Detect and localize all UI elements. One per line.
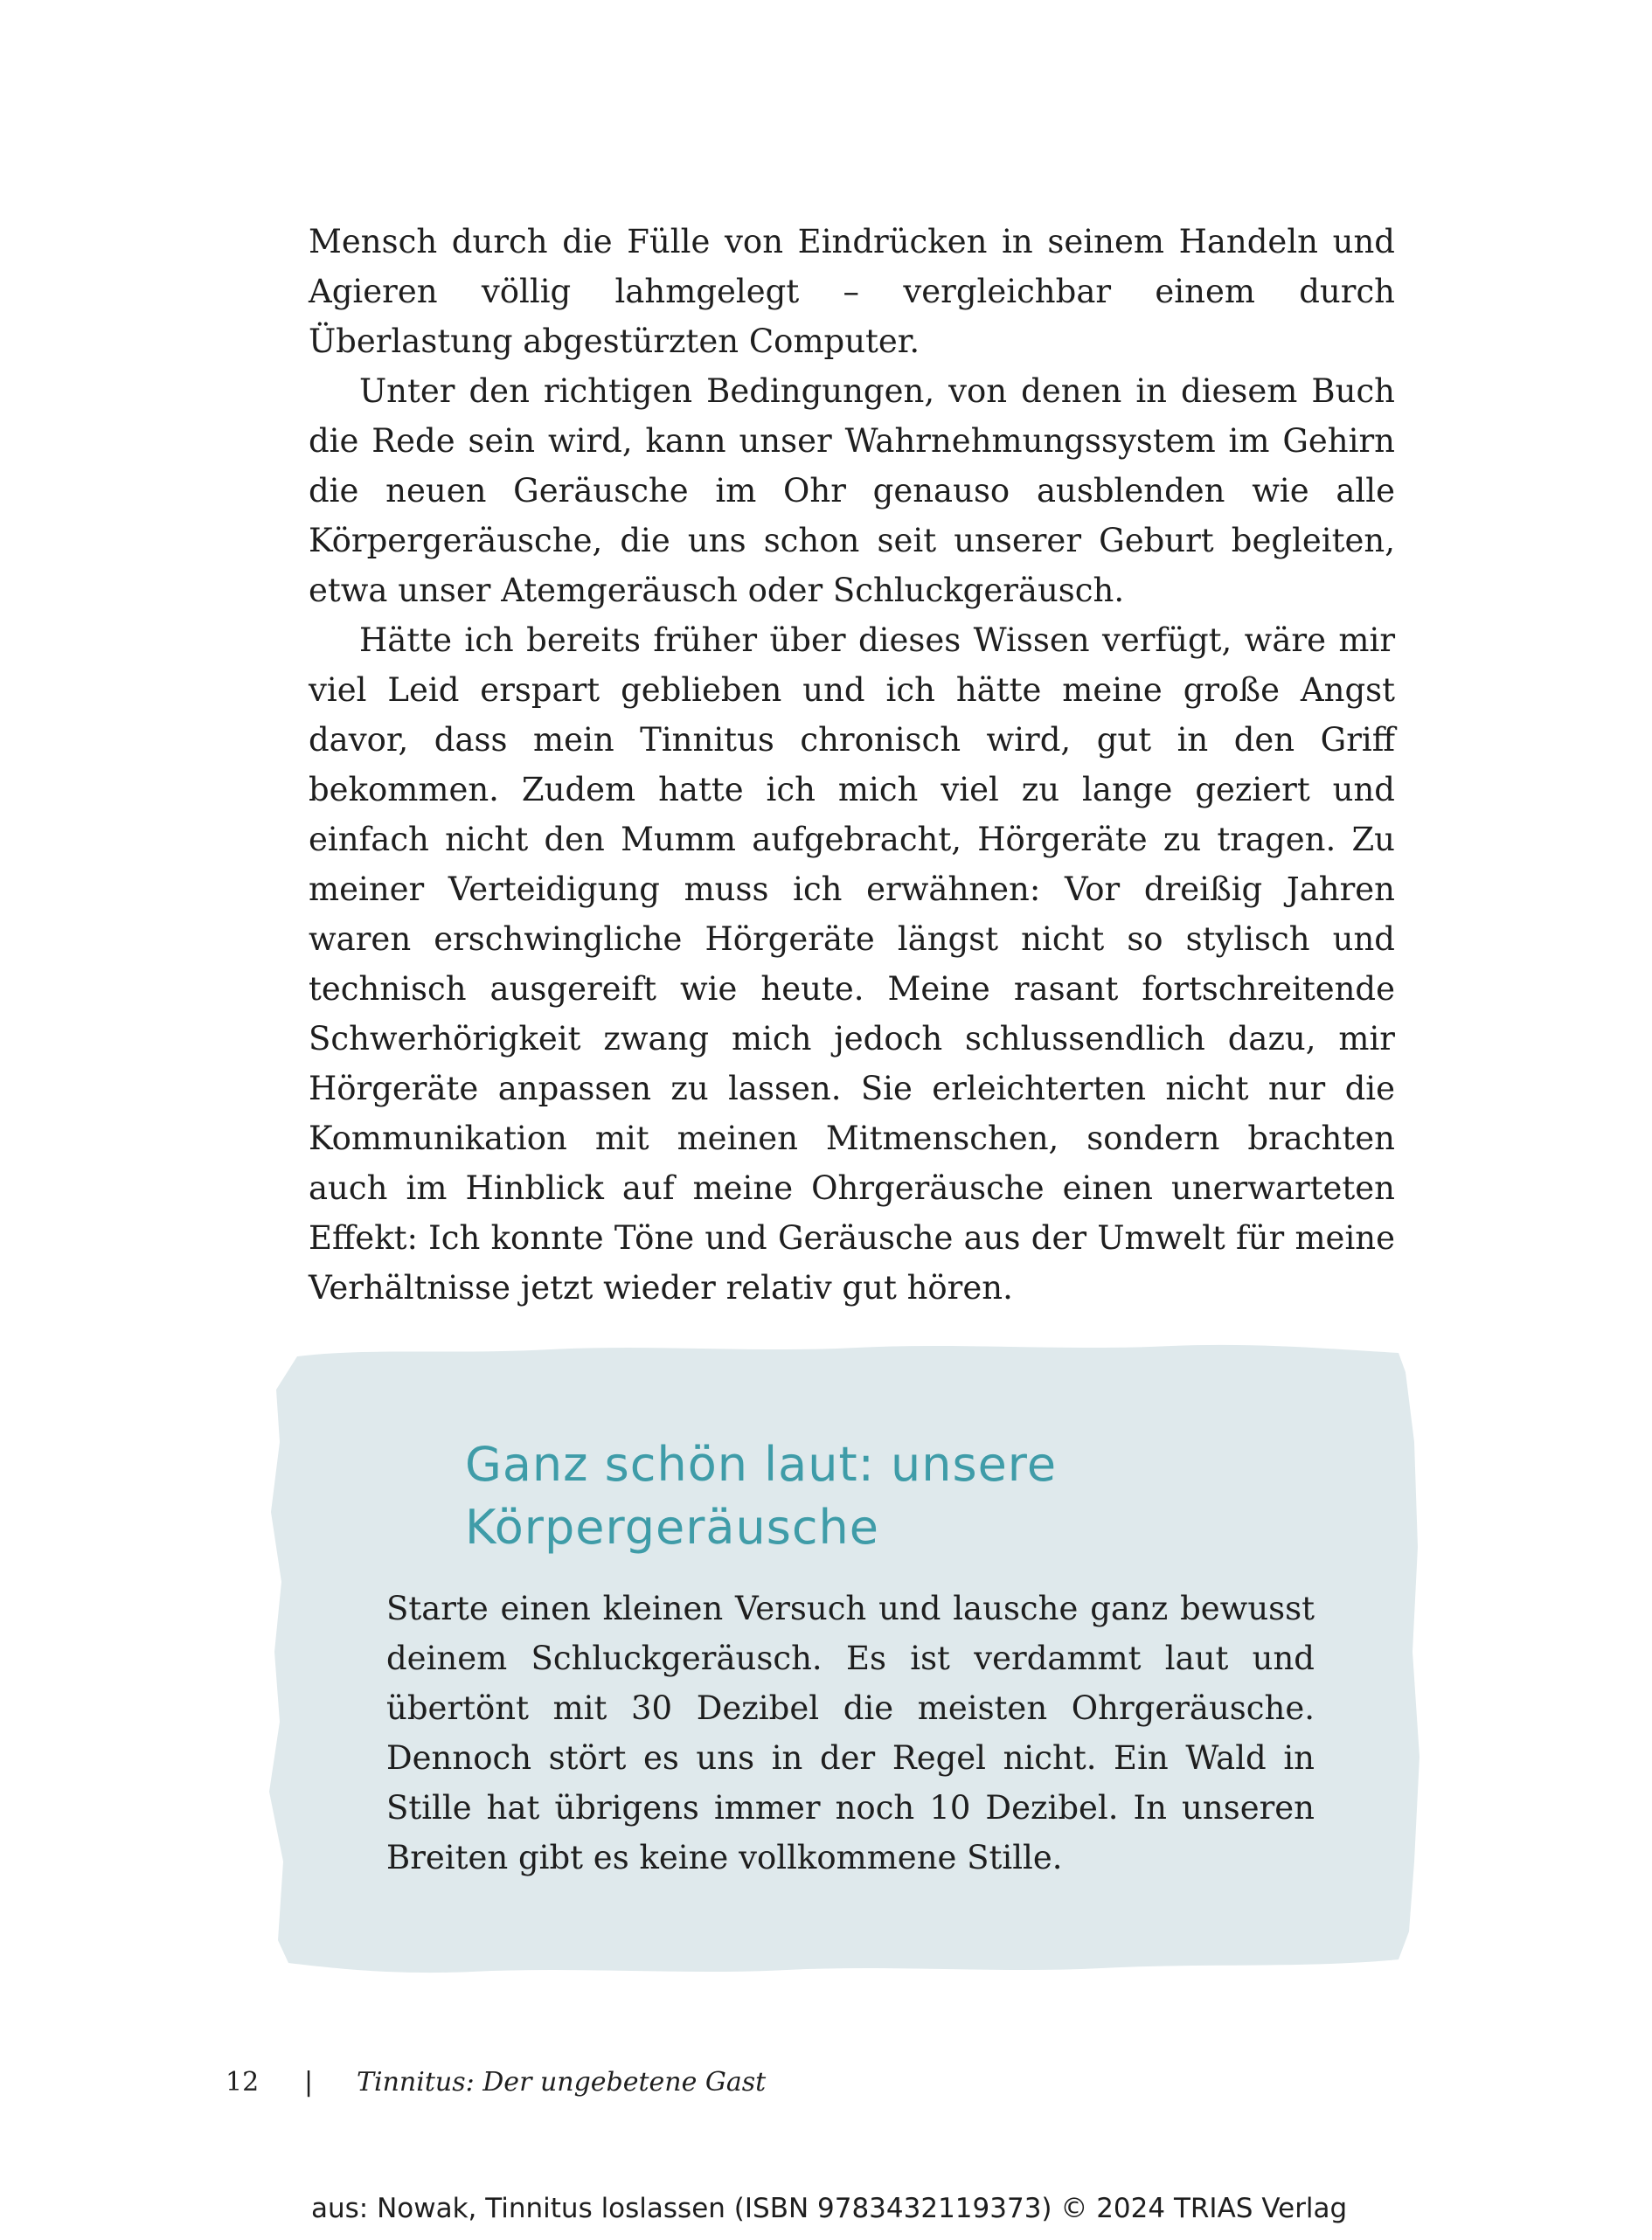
- infobox-heading: [465, 1433, 1339, 1559]
- body-text: [309, 217, 1395, 1313]
- paragraph-2: Unter den richtigen Bedingungen, von denen in diesem Buch die Rede sein wird, kann unser Wahrnehmungssystem im Gehirn die neuen Geräusche im Ohr genauso ausblenden wie alle Körpergeräusche, die uns schon seit unserer Geburt begleiten, etwa unser Atemgeräusch oder Schluckgeräusch.: [309, 372, 1395, 609]
- infobox-heading-line-2: Körpergeräusche: [465, 1500, 879, 1555]
- running-title: Tinnitus: Der ungebetene Gast: [357, 2067, 767, 2098]
- page-number: 12: [226, 2067, 260, 2098]
- footer-separator: |: [304, 2067, 314, 2098]
- source-line: aus: Nowak, Tinnitus loslassen (ISBN 9783432119373) © 2024 TRIAS Verlag: [311, 2193, 1348, 2224]
- infobox-heading-line-1: Ganz schön laut: unsere: [465, 1437, 1058, 1492]
- paragraph-3: Hätte ich bereits früher über dieses Wissen verfügt, wäre mir viel Leid erspart geblieben und ich hätte meine große Angst davor, dass mein Tinnitus chronisch wird, gut in den Griff bekommen. Zudem hatte ich mich viel zu lange geziert und einfach nicht den Mumm aufgebracht, Hörgeräte zu tragen. Zu meiner Verteidigung muss ich erwähnen: Vor dreißig Jahren waren erschwingliche Hörgeräte längst nicht so stylisch und technisch ausgereift wie heute. Meine rasant fortschreitende Schwerhörigkeit zwang mich jedoch schlussendlich dazu, mir Hörgeräte anpassen zu lassen. Sie erleichterten nicht nur die Kommunikation mit meinen Mitmenschen, sondern brachten auch im Hinblick auf meine Ohrgeräusche einen unerwarteten Effekt: Ich konnte Töne und Geräusche aus der Umwelt für meine Verhältnisse jetzt wieder relativ gut hören.: [309, 621, 1395, 1307]
- page-footer: [226, 2065, 766, 2100]
- infobox-text: Starte einen kleinen Versuch und lausche ganz bewusst deinem Schluckgeräusch. Es ist verdammt laut und übertönt mit 30 Dezibel die meisten Ohrgeräusche. Dennoch stört es uns in der Regel nicht. Ein Wald in Stille hat übrigens immer noch 10 Dezibel. In unseren Breiten gibt es keine vollkommene Stille.: [386, 1590, 1315, 1876]
- paragraph-1: Mensch durch die Fülle von Eindrücken in seinem Handeln und Agieren völlig lahmgelegt – vergleichbar einem durch Überlastung abgestürzten Computer.: [309, 223, 1395, 360]
